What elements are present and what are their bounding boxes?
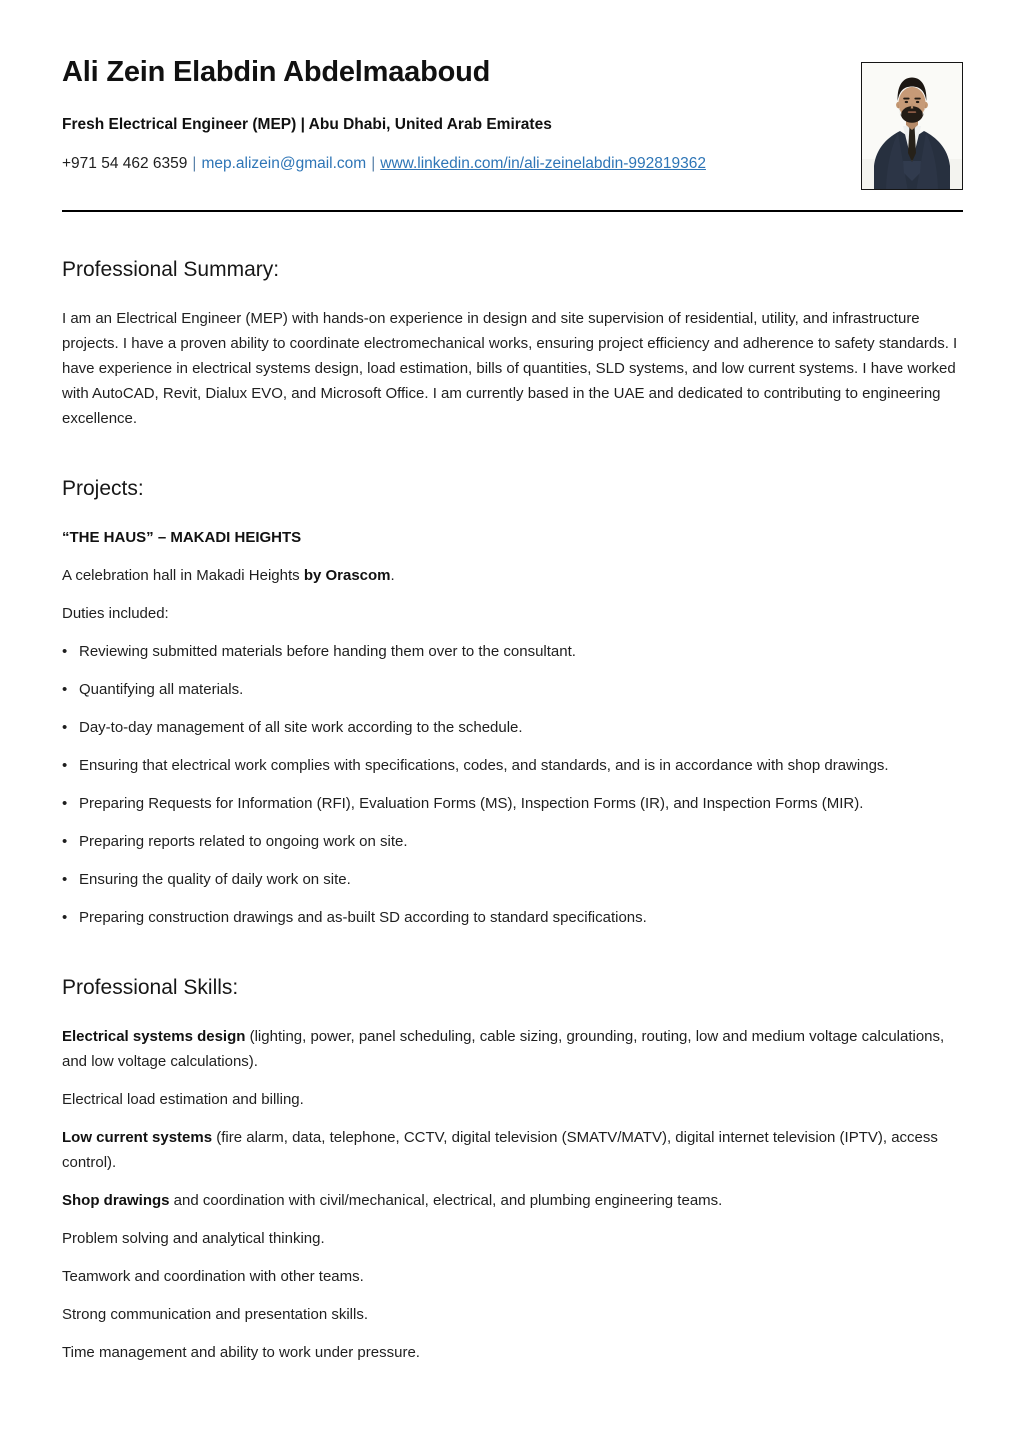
- skill-detail: Electrical load estimation and billing.: [62, 1091, 304, 1108]
- duty-text: Ensuring that electrical work complies with specifications, codes, and standards, and is in accordance with shop drawings.: [79, 757, 889, 774]
- bullet-icon: •: [62, 719, 68, 736]
- skill-detail: Time management and ability to work under pressure.: [62, 1344, 420, 1361]
- bullet-icon: •: [62, 757, 68, 774]
- duty-text: Quantifying all materials.: [79, 681, 244, 698]
- duty-text: Preparing reports related to ongoing work on site.: [79, 833, 408, 850]
- project-description-text: A celebration hall in Makadi Heights: [62, 567, 304, 584]
- duty-item: [62, 867, 963, 892]
- candidate-name: Ali Zein Elabdin Abdelmaaboud: [62, 56, 491, 88]
- section-professional-skills: [62, 974, 963, 1365]
- skill-detail: (fire alarm, data, telephone, CCTV, digital television (SMATV/MATV), digital internet television (IPTV), access control).: [62, 1129, 938, 1171]
- duties-list: [62, 639, 963, 930]
- duty-item: [62, 791, 963, 816]
- skill-term: Electrical systems design: [62, 1028, 246, 1045]
- section-projects: [62, 475, 963, 930]
- duty-item: [62, 639, 963, 664]
- skill-detail: Teamwork and coordination with other teams.: [62, 1268, 364, 1285]
- skill-item: [62, 1226, 963, 1251]
- section-professional-summary: [62, 256, 963, 431]
- project-developer: by Orascom: [303, 567, 391, 584]
- skill-detail: Problem solving and analytical thinking.: [62, 1230, 325, 1247]
- email-link[interactable]: mep.alizein@gmail.com: [201, 155, 367, 172]
- skill-item: [62, 1125, 963, 1175]
- phone-number: +971 54 462 6359: [62, 155, 188, 172]
- skill-detail: and coordination with civil/mechanical, electrical, and plumbing engineering teams.: [169, 1192, 723, 1209]
- duty-item: [62, 715, 963, 740]
- title-location-line: Fresh Electrical Engineer (MEP) | Abu Dhabi, United Arab Emirates: [62, 116, 552, 133]
- duty-item: [62, 905, 963, 930]
- skill-item: [62, 1188, 963, 1213]
- project-description: [62, 563, 963, 588]
- projects-heading: Projects:: [62, 477, 144, 500]
- duties-label: Duties included:: [62, 605, 169, 622]
- bullet-icon: •: [62, 643, 68, 660]
- skill-term: Shop drawings: [62, 1192, 170, 1209]
- duty-item: [62, 829, 963, 854]
- project-description-period: .: [390, 567, 395, 584]
- duty-item: [62, 677, 963, 702]
- skill-detail: Strong communication and presentation skills.: [62, 1306, 368, 1323]
- skill-item: [62, 1024, 963, 1074]
- duty-text: Reviewing submitted materials before handing them over to the consultant.: [79, 643, 576, 660]
- portrait-photo: [861, 62, 963, 190]
- bullet-icon: •: [62, 681, 68, 698]
- skill-item: [62, 1264, 963, 1289]
- skill-item: [62, 1087, 963, 1112]
- linkedin-link[interactable]: www.linkedin.com/in/ali-zeinelabdin-992819362: [380, 155, 706, 172]
- skill-item: [62, 1340, 963, 1365]
- bullet-icon: •: [62, 795, 68, 812]
- bullet-icon: •: [62, 833, 68, 850]
- header-divider: [62, 210, 963, 212]
- bullet-icon: •: [62, 909, 68, 926]
- skill-item: [62, 1302, 963, 1327]
- resume-header: [62, 54, 963, 174]
- skills-heading: Professional Skills:: [62, 976, 239, 999]
- duty-text: Ensuring the quality of daily work on site.: [79, 871, 351, 888]
- portrait-photo-illustration: [862, 63, 962, 189]
- duty-text: Preparing Requests for Information (RFI), Evaluation Forms (MS), Inspection Forms (IR), and Inspection Forms (MIR).: [79, 795, 864, 812]
- duty-text: Day-to-day management of all site work according to the schedule.: [79, 719, 523, 736]
- duty-item: [62, 753, 963, 778]
- project-title: “THE HAUS” – MAKADI HEIGHTS: [62, 529, 302, 546]
- bullet-icon: •: [62, 871, 68, 888]
- summary-heading: Professional Summary:: [62, 258, 280, 281]
- separator-pipe: |: [371, 155, 376, 172]
- skill-detail: (lighting, power, panel scheduling, cable sizing, grounding, routing, low and medium voltage calculations, and low voltage calculations).: [62, 1028, 945, 1070]
- duty-text: Preparing construction drawings and as-built SD according to standard specifications.: [79, 909, 647, 926]
- contact-line: [62, 153, 963, 174]
- skill-term: Low current systems: [62, 1129, 213, 1146]
- separator-pipe: |: [192, 155, 197, 172]
- summary-paragraph: I am an Electrical Engineer (MEP) with hands-on experience in design and site supervision of residential, utility, and infrastructure projects. I have a proven ability to coordinate electromechanical works, ensuring project efficiency and adherence to safety standards. I have experience in electrical systems design, load estimation, bills of quantities, SLD systems, and low current systems. I have worked with AutoCAD, Revit, Dialux EVO, and Microsoft Office. I am currently based in the UAE and dedicated to contributing to engineering excellence.: [62, 310, 958, 427]
